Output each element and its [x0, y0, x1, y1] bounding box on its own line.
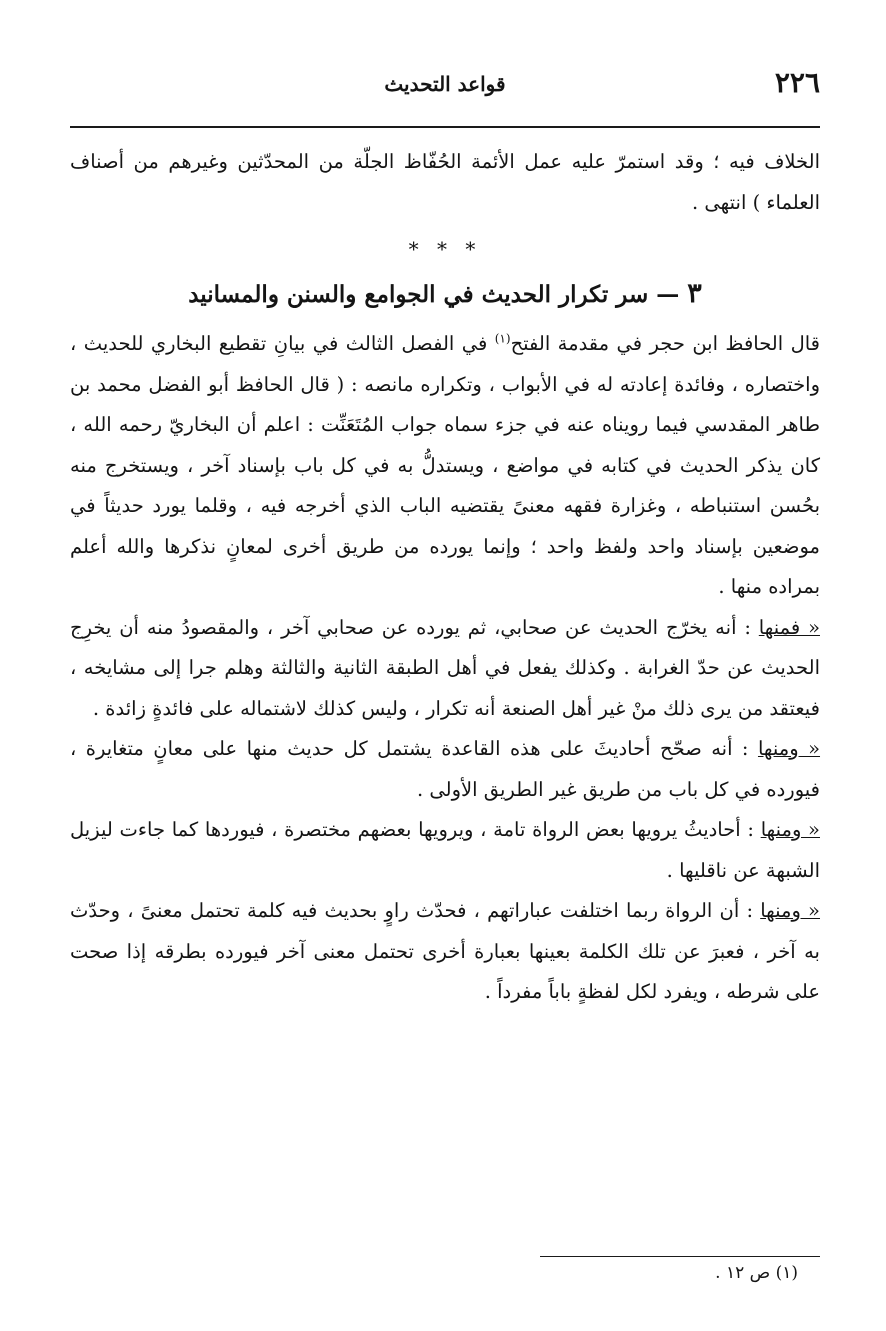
reason-label: « ومنها: [760, 899, 820, 922]
footnote-reference: (١): [494, 331, 511, 346]
continuation-paragraph: الخلاف فيه ؛ وقد استمرّ عليه عمل الأئمة الحُفّاظ الجلّة من المحدّثين وغيرهم من أصناف العلماء ) انتهى .: [70, 150, 820, 214]
heading-dash: —: [656, 281, 680, 308]
reason-paragraph-1: [70, 608, 820, 730]
reason-label: « فمنها: [758, 615, 820, 639]
footnote-rule: [540, 1256, 820, 1257]
reason-label: « ومنها: [760, 818, 820, 841]
reason-label: « ومنها: [757, 737, 821, 760]
intro-text-start: قال الحافظ ابن حجر في مقدمة الفتح: [510, 332, 821, 355]
footnote: (١) ص ١٢ .: [715, 1263, 798, 1283]
running-header: [70, 66, 820, 106]
reason-paragraph-4: [70, 891, 820, 1013]
book-title: قواعد التحديث: [384, 72, 506, 96]
book-page: [70, 60, 821, 1283]
reason-text: : أن الرواة ربما اختلفت عباراتهم ، فحدّث راوٍ بحديث فيه كلمة تحتمل معنىً ، وحدّث به آخر ، فعبرَ عن تلك الكلمة بعينها بعبارة أخرى تحتمل معنى آخر فيورده بطرقه إذا صحت على شرطه ، ويفرد لكل لفظةٍ باباً مفرداً .: [70, 899, 820, 1003]
reason-text: : أحاديثُ يرويها بعض الرواة تامة ، ويرويها بعضهم مختصرة ، فيوردها كما جاءت ليزيل الشبهة عن ناقليها .: [70, 818, 820, 882]
reason-paragraph-3: [70, 810, 820, 891]
section-separator: * * *: [408, 237, 482, 261]
reason-text: : أنه صحّح أحاديثَ على هذه القاعدة يشتمل كل حديث منها على معانٍ متغايرة ، فيورده في كل باب من طريق غير الطريق الأولى .: [70, 737, 820, 801]
header-rule: [70, 126, 820, 128]
reason-paragraph-2: [70, 729, 820, 810]
page-body: [70, 142, 820, 1013]
section-heading: [70, 273, 820, 316]
section-number: ٣: [687, 278, 702, 309]
reason-text: : أنه يخرّج الحديث عن صحابي، ثم يورده عن صحابي آخر ، والمقصودُ منه أن يخرِج الحديث عن حدّ الغرابة . وكذلك يفعل في أهل الطبقة الثانية والثالثة وهلم جرا إلى مشايخه ، فيعتقد من يرى ذلك منْ غير أهل الصنعة أنه تكرار ، وليس كذلك لاشتماله على فائدةٍ زائدة .: [70, 615, 820, 720]
intro-text-rest: في الفصل الثالث في بيانِ تقطيع البخاري للحديث ، واختصاره ، وفائدة إعادته له في الأبواب ، وتكراره مانصه : ( قال الحافظ أبو الفضل محمد بن طاهر المقدسي فيما رويناه عنه في جزء سماه جواب المُتَعَنِّت : اعلم أن البخاريّ رحمه الله ، كان يذكر الحديث في كتابه في مواضع ، ويستدلُّ به في كل باب بإسناد آخر ، ويستخرج منه بحُسن استنباطه ، وغزارة فقهه معنىً يقتضيه الباب الذي أخرجه فيه ، وقلما يورد حديثاً في موضعين بإسناد واحد ولفظ واحد ؛ وإنما يورده من طريق أخرى لمعانٍ نذكرها والله أعلم بمراده منها .: [70, 332, 820, 598]
intro-paragraph: [70, 324, 820, 608]
page-number: ٢٢٦: [774, 66, 820, 99]
section-title: سر تكرار الحديث في الجوامع والسنن والمسانيد: [188, 281, 649, 308]
